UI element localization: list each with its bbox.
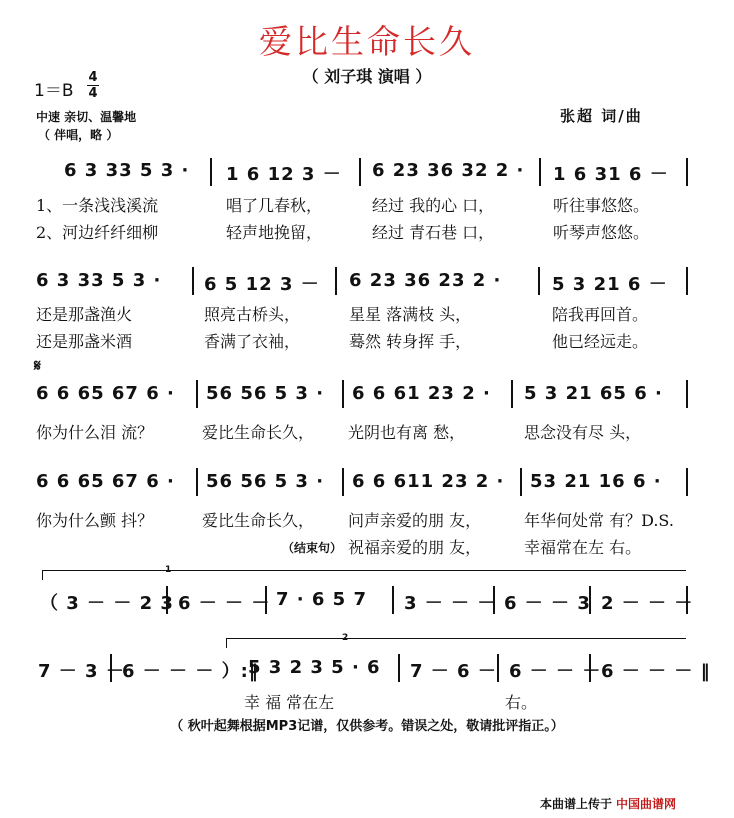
volta-1: 1 xyxy=(165,565,172,575)
measure-notes: 6 23 36 23 2 · xyxy=(349,270,502,291)
lyric-line: 年华何处常 有？D.S. xyxy=(524,511,674,530)
lyric-line: 1、一条浅浅溪流 xyxy=(36,196,159,215)
measure-notes: 6 6 611 23 2 · xyxy=(352,471,505,492)
lyric-line: 幸福常在左 右。 xyxy=(524,538,642,557)
lyric-line: 轻声地挽留， xyxy=(226,223,323,242)
lyric-line: 你为什么泪 流？ xyxy=(36,423,154,442)
measure-notes: 7 － 6 － xyxy=(410,661,497,682)
measure-notes: 56 56 5 3 · xyxy=(206,383,325,404)
segno-sign: 𝄋 xyxy=(34,356,41,375)
lyric-line: 听琴声悠悠。 xyxy=(553,223,650,242)
lyric-line: 还是那盏米酒 xyxy=(36,332,133,351)
measure-notes: （ 3 － － 2 3 xyxy=(40,593,174,614)
lyric-line: 2、河边纤纤细柳 xyxy=(36,223,159,242)
credit-line: 张超 词/曲 xyxy=(560,107,643,125)
lyric-line: 右。 xyxy=(505,693,538,712)
accompaniment-note: （ 伴唱，略 ） xyxy=(38,128,119,142)
measure-notes: 6 6 61 23 2 · xyxy=(352,383,491,404)
measure-notes: 56 56 5 3 · xyxy=(206,471,325,492)
measure-notes: 6 － － 3 xyxy=(504,593,591,614)
measure-notes: 6 － － － ）:‖ xyxy=(122,661,259,682)
measure-notes: 6 － － － xyxy=(178,593,271,614)
singer-line: （ 刘子琪 演唱 ） xyxy=(302,67,432,86)
measure-notes: 6 3 33 5 3 · xyxy=(64,160,190,181)
lyric-line: 蓦然 转身挥 手， xyxy=(349,332,472,351)
measure-notes: 7 － 3 － xyxy=(38,661,125,682)
lyric-line: 香满了衣袖， xyxy=(204,332,301,351)
lyric-line: 你为什么颤 抖？ xyxy=(36,511,154,530)
lyric-line: 照亮古桥头， xyxy=(204,305,301,324)
site-logo[interactable]: 中国曲谱网 xyxy=(616,797,677,811)
measure-notes: 5 3 21 65 6 · xyxy=(524,383,663,404)
time-top: 4 xyxy=(88,70,98,85)
lyric-line: 思念没有尽 头， xyxy=(524,423,642,442)
measure-notes: 5 3 21 6 － xyxy=(552,274,668,295)
measure-notes: 6 23 36 32 2 · xyxy=(372,160,525,181)
lyric-line: 听往事悠悠。 xyxy=(553,196,650,215)
measure-notes: 1 6 12 3 － xyxy=(226,164,342,185)
ending-label: （结束句） xyxy=(282,541,343,555)
measure-notes: 6 3 33 5 3 · xyxy=(36,270,162,291)
measure-notes: 1 6 31 6 － xyxy=(553,164,669,185)
measure-notes: 6 6 65 67 6 · xyxy=(36,383,175,404)
measure-notes: 6 5 12 3 － xyxy=(204,274,320,295)
lyric-line: 唱了几春秋， xyxy=(226,196,323,215)
lyric-line: 问声亲爱的朋 友， xyxy=(348,511,482,530)
measure-notes: 2 － － － xyxy=(601,593,694,614)
measure-notes: 6 － － － ‖ xyxy=(601,661,711,682)
measure-notes: 5 3 2 3 5 · 6 xyxy=(248,657,381,678)
measure-notes: 7 · 6 5 7 xyxy=(276,589,368,610)
volta-2: 2 xyxy=(342,633,349,643)
lyric-line: 陪我再回首。 xyxy=(552,305,649,324)
lyric-line: 星星 落满枝 头， xyxy=(349,305,472,324)
lyric-line: 经过 我的心 口， xyxy=(372,196,495,215)
time-signature xyxy=(86,70,100,101)
lyric-line: 爱比生命长久， xyxy=(202,423,315,442)
key-signature: 1＝B xyxy=(34,81,74,101)
lyric-line: 他已经远走。 xyxy=(552,332,649,351)
footer xyxy=(540,795,676,812)
lyric-line: 还是那盏渔火 xyxy=(36,305,133,324)
song-title: 爱比生命长久 xyxy=(259,22,475,61)
lyric-line: 祝福亲爱的朋 友， xyxy=(348,538,482,557)
lyric-line: 经过 青石巷 口， xyxy=(372,223,495,242)
transcription-note: （ 秋叶起舞根据MP3记谱，仅供参考。错误之处，敬请批评指正。） xyxy=(170,719,564,734)
time-bottom: 4 xyxy=(88,86,98,101)
measure-notes: 53 21 16 6 · xyxy=(530,471,662,492)
lyric-line: 光阴也有离 愁， xyxy=(348,423,466,442)
footer-text: 本曲谱上传于 xyxy=(540,797,613,811)
lyric-line: 幸 福 常在左 xyxy=(244,693,335,712)
measure-notes: 6 － － － xyxy=(509,661,602,682)
measure-notes: 6 6 65 67 6 · xyxy=(36,471,175,492)
tempo-marking: 中速 亲切、温馨地 xyxy=(36,110,137,124)
lyric-line: 爱比生命长久， xyxy=(202,511,315,530)
measure-notes: 3 － － － xyxy=(404,593,497,614)
